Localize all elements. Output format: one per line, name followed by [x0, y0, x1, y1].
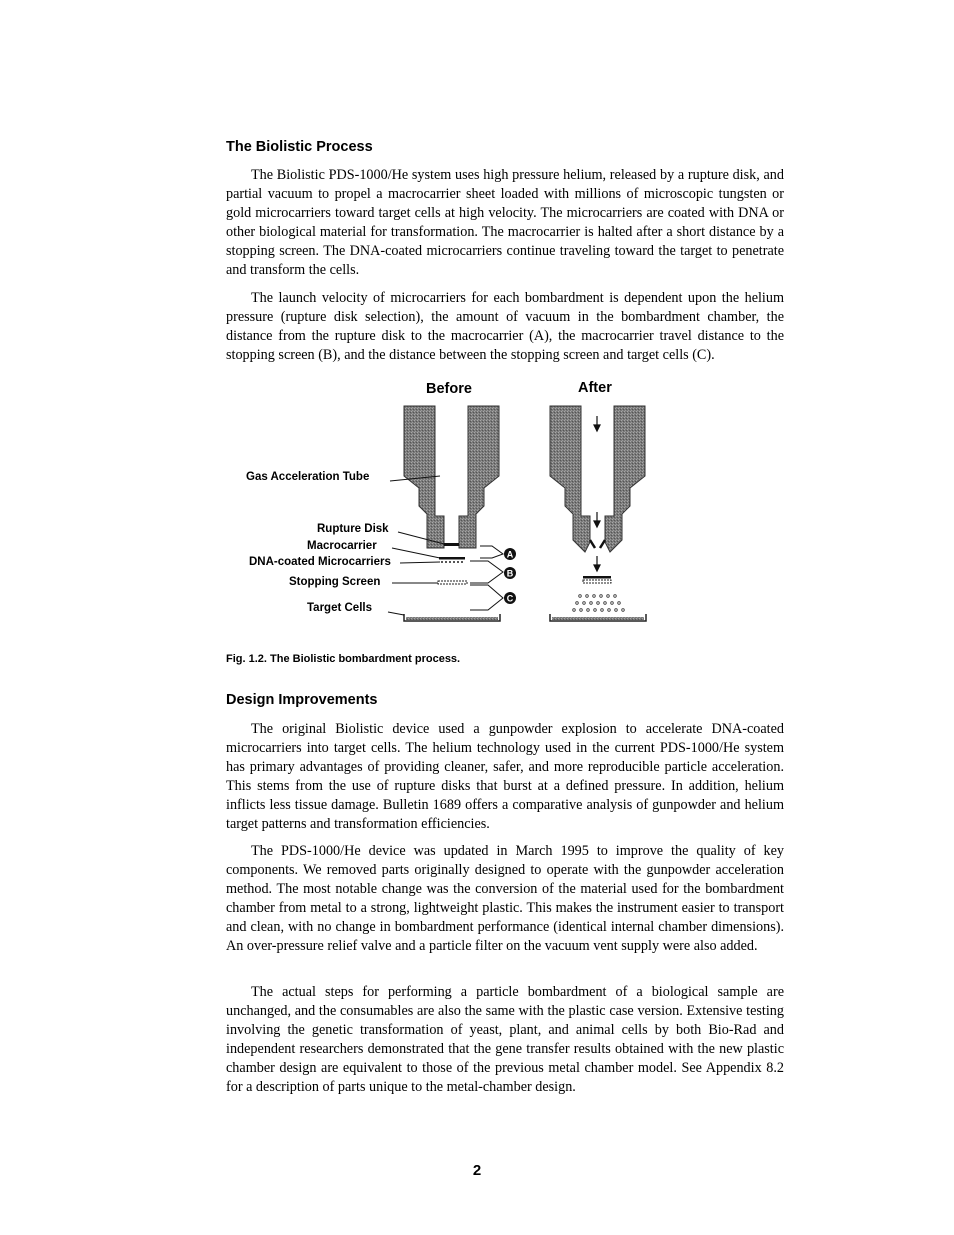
- before-target-cells: [406, 617, 498, 620]
- figure-before-label: Before: [426, 381, 472, 397]
- label-target-cells: Target Cells: [307, 602, 372, 614]
- before-microcarriers: [441, 561, 463, 563]
- before-stopping-screen: [438, 581, 467, 584]
- label-dna-coated-microcarriers: DNA-coated Microcarriers: [249, 556, 391, 568]
- section-heading-biolistic-process: The Biolistic Process: [226, 139, 373, 155]
- after-stopping-screen: [583, 580, 611, 583]
- after-tube-left-wall: [550, 406, 590, 552]
- after-tube-right-wall: [605, 406, 645, 552]
- paragraph-design-1: The original Biolistic device used a gunpowder explosion to accelerate DNA-coated microcarriers into target cells. The helium technology used in the current PDS-1000/He system has primary advantages of providing cleaner, safer, and more reproducible particle acceleration. This stems from the use of rupture disks that burst at a defined pressure. In addition, helium inflicts less tissue damage. Bulletin 1689 offers a comparative analysis of gunpowder and helium target patterns and transformation efficiencies.: [226, 721, 784, 832]
- paragraph-design-2: The PDS-1000/He device was updated in March 1995 to improve the quality of key components. We removed parts originally designed to operate with the gunpowder acceleration method. The most notable change was the conversion of the material used for the bombardment chamber from metal to a strong, lightweight plastic. This makes the instrument easier to transport and clean, with no change in bombardment performance (identical internal chamber dimensions). An over-pressure relief valve and a particle filter on the vacuum vent supply were also added.: [226, 843, 784, 954]
- paragraph-biolistic-1: The Biolistic PDS-1000/He system uses high pressure helium, released by a rupture disk, and partial vacuum to propel a macrocarrier sheet loaded with millions of microscopic tungsten or gold microcarriers toward target cells at high velocity. The microcarriers are coated with DNA or other biological material for transformation. The macrocarrier is halted after a short distance by a stopping screen. The DNA-coated microcarriers continue traveling toward the target to penetrate and transform the cells.: [226, 167, 784, 278]
- after-target-cells: [552, 617, 644, 620]
- label-rupture-disk: Rupture Disk: [317, 523, 389, 535]
- paragraph-biolistic-2: The launch velocity of microcarriers for each bombardment is dependent upon the helium pressure (rupture disk selection), the amount of vacuum in the bombardment chamber, the distance from the rupture disk to the macrocarrier (A), the macrocarrier travel distance to the stopping screen (B), and the distance between the stopping screen and target cells (C).: [226, 290, 784, 363]
- before-tube-left-wall: [404, 406, 444, 548]
- before-macrocarrier: [439, 557, 465, 560]
- svg-text:C: C: [506, 593, 514, 604]
- after-microcarriers: [573, 595, 625, 612]
- svg-text:A: A: [506, 549, 514, 560]
- section-heading-design-improvements: Design Improvements: [226, 692, 378, 708]
- label-macrocarrier: Macrocarrier: [307, 540, 377, 552]
- before-tube-right-wall: [459, 406, 499, 548]
- page-number: 2: [472, 1162, 482, 1179]
- marker-c: [504, 592, 516, 604]
- figure-caption: Fig. 1.2. The Biolistic bombardment process.: [226, 653, 461, 665]
- after-burst-disk: [590, 540, 605, 548]
- svg-text:B: B: [506, 568, 514, 579]
- label-stopping-screen: Stopping Screen: [289, 576, 381, 588]
- marker-b: [504, 567, 516, 579]
- after-macrocarrier: [583, 576, 611, 579]
- paragraph-design-3: The actual steps for performing a particle bombardment of a biological sample are unchanged, and the consumables are also the same with the plastic case version. Extensive testing involving the genetic transformation of yeast, plant, and animal cells by both Bio-Rad and independent researchers demonstrated that the gene transfer results obtained with the new plastic chamber design are equivalent to those of the previous metal chamber model. See Appendix 8.2 for a description of parts unique to the metal-chamber design.: [226, 984, 784, 1095]
- label-gas-acceleration-tube: Gas Acceleration Tube: [246, 471, 370, 483]
- figure-after-label: After: [578, 380, 612, 396]
- marker-a: [504, 548, 516, 560]
